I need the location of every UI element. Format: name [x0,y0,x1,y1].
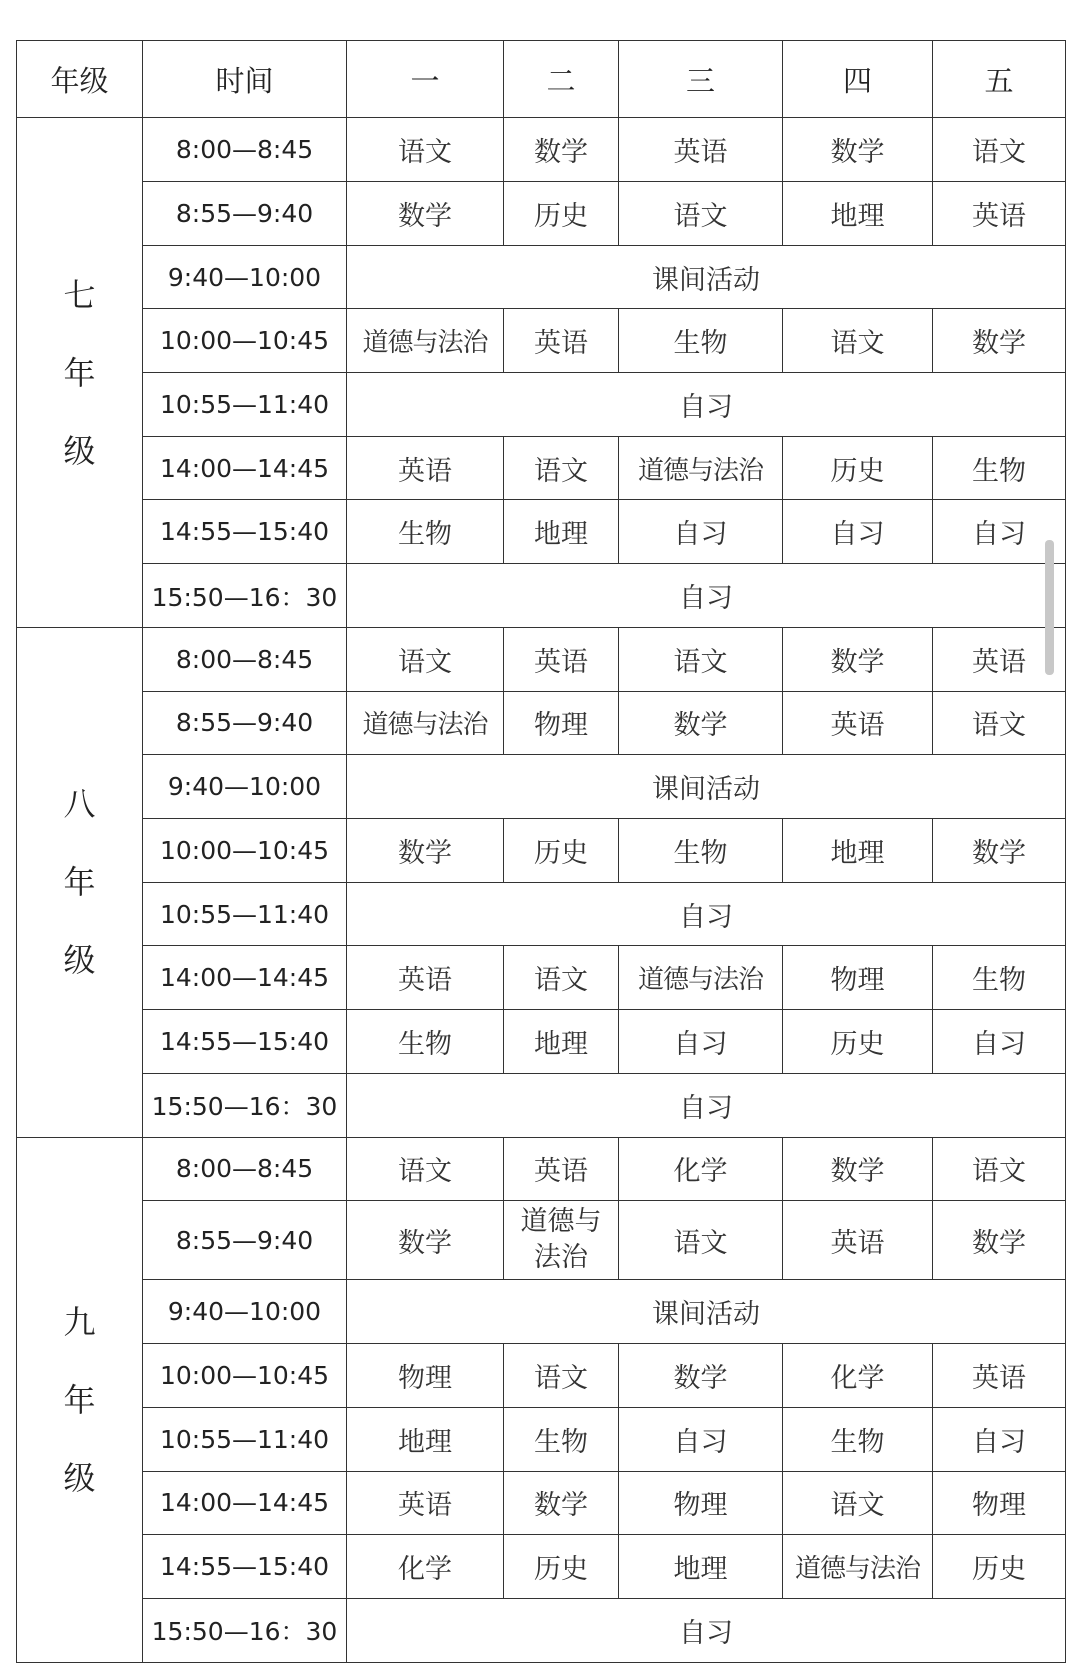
subject-cell: 语文 [504,436,619,500]
subject-cell: 语文 [933,1137,1066,1201]
schedule-row [17,818,1066,882]
subject-cell: 历史 [504,818,619,882]
subject-cell: 化学 [347,1535,504,1599]
time-slot: 15:50—16：30 [143,564,347,628]
time-slot: 9:40—10:00 [143,755,347,819]
time-slot: 8:55—9:40 [143,181,347,245]
header-row [17,41,1066,118]
subject-cell: 物理 [504,691,619,755]
schedule-row [17,1344,1066,1408]
subject-cell: 数学 [504,118,619,182]
activity-span-cell: 自习 [347,882,1066,946]
grade-label-chars [63,256,95,490]
subject-cell: 英语 [347,436,504,500]
subject-cell: 生物 [619,818,783,882]
subject-cell: 数学 [347,1201,504,1280]
header-time: 时间 [143,41,347,118]
time-slot: 10:55—11:40 [143,882,347,946]
grade-label [17,627,143,1137]
subject-cell: 生物 [619,309,783,373]
grade-label-chars [63,765,95,999]
subject-cell: 道德与法治 [347,691,504,755]
subject-cell: 生物 [933,946,1066,1010]
subject-cell: 道德与法治 [619,436,783,500]
subject-cell: 物理 [783,946,933,1010]
subject-cell: 自习 [619,500,783,564]
header-day-3: 三 [619,41,783,118]
time-slot: 14:55—15:40 [143,1010,347,1074]
subject-cell: 语文 [619,627,783,691]
schedule-body [17,41,1066,1663]
schedule-row [17,436,1066,500]
time-slot: 14:55—15:40 [143,500,347,564]
subject-cell: 物理 [619,1471,783,1535]
subject-cell: 自习 [933,1407,1066,1471]
scrollbar-thumb[interactable] [1045,540,1054,675]
header-day-4: 四 [783,41,933,118]
subject-cell: 历史 [504,1535,619,1599]
grade-label [17,1137,143,1663]
schedule-row [17,500,1066,564]
activity-span-cell: 课间活动 [347,245,1066,309]
subject-cell: 生物 [347,1010,504,1074]
activity-span-cell: 自习 [347,373,1066,437]
subject-cell: 英语 [933,181,1066,245]
subject-cell: 数学 [619,1344,783,1408]
subject-cell: 数学 [783,118,933,182]
subject-cell: 生物 [504,1407,619,1471]
subject-cell: 自习 [783,500,933,564]
subject-cell: 英语 [783,1201,933,1280]
subject-cell: 化学 [619,1137,783,1201]
grade-label [17,118,143,628]
schedule-row [17,1010,1066,1074]
time-slot: 14:55—15:40 [143,1535,347,1599]
schedule-row [17,1201,1066,1280]
activity-span-cell: 自习 [347,1598,1066,1662]
activity-span-cell: 课间活动 [347,1280,1066,1344]
subject-cell: 化学 [783,1344,933,1408]
subject-cell: 语文 [619,181,783,245]
schedule-row [17,1598,1066,1662]
subject-cell: 历史 [933,1535,1066,1599]
schedule-row [17,755,1066,819]
subject-cell: 英语 [933,1344,1066,1408]
grade-label-char: 年 [63,863,96,902]
subject-cell: 语文 [504,946,619,1010]
subject-cell: 英语 [504,309,619,373]
grade-label-char: 级 [63,941,96,980]
subject-cell: 语文 [933,118,1066,182]
grade-label-char: 七 [63,275,96,314]
grade-label-char: 年 [63,1380,96,1419]
subject-cell: 数学 [504,1471,619,1535]
time-slot: 10:00—10:45 [143,309,347,373]
subject-cell: 英语 [619,118,783,182]
subject-cell: 数学 [783,627,933,691]
schedule-row [17,1073,1066,1137]
schedule-row [17,564,1066,628]
time-slot: 15:50—16：30 [143,1598,347,1662]
subject-cell: 语文 [933,691,1066,755]
subject-cell: 数学 [783,1137,933,1201]
subject-cell: 地理 [347,1407,504,1471]
subject-cell: 自习 [933,1010,1066,1074]
schedule-row [17,373,1066,437]
subject-cell: 地理 [783,818,933,882]
subject-cell: 数学 [347,818,504,882]
subject-cell: 语文 [619,1201,783,1280]
subject-cell: 自习 [619,1407,783,1471]
subject-cell: 地理 [619,1535,783,1599]
subject-cell: 物理 [933,1471,1066,1535]
subject-cell: 历史 [783,436,933,500]
subject-cell: 英语 [933,627,1066,691]
subject-cell: 语文 [347,627,504,691]
subject-cell: 生物 [933,436,1066,500]
subject-cell: 道德与法治 [619,946,783,1010]
schedule-row [17,691,1066,755]
schedule-table [16,40,1066,1663]
subject-cell: 道德与法治 [783,1535,933,1599]
subject-cell: 语文 [783,309,933,373]
subject-cell: 物理 [347,1344,504,1408]
grade-label-char: 级 [63,431,96,470]
grade-label-char: 级 [63,1458,96,1497]
subject-cell: 语文 [783,1471,933,1535]
subject-cell: 地理 [504,500,619,564]
subject-cell: 语文 [347,118,504,182]
subject-cell: 道德与法治 [504,1201,619,1280]
subject-cell: 英语 [504,1137,619,1201]
subject-cell: 道德与法治 [347,309,504,373]
activity-span-cell: 自习 [347,564,1066,628]
grade-label-char: 九 [63,1302,96,1341]
schedule-row [17,181,1066,245]
subject-cell: 语文 [347,1137,504,1201]
subject-cell: 数学 [933,1201,1066,1280]
subject-cell: 英语 [347,946,504,1010]
subject-cell: 英语 [347,1471,504,1535]
subject-cell: 数学 [347,181,504,245]
header-grade: 年级 [17,41,143,118]
schedule-row [17,309,1066,373]
subject-cell: 历史 [504,181,619,245]
subject-cell: 地理 [783,181,933,245]
schedule-row [17,882,1066,946]
time-slot: 10:00—10:45 [143,818,347,882]
time-slot: 8:55—9:40 [143,691,347,755]
time-slot: 14:00—14:45 [143,946,347,1010]
subject-cell: 自习 [933,500,1066,564]
schedule-row [17,245,1066,309]
time-slot: 15:50—16：30 [143,1073,347,1137]
time-slot: 14:00—14:45 [143,436,347,500]
schedule-row [17,1407,1066,1471]
subject-cell: 生物 [347,500,504,564]
schedule-row [17,1535,1066,1599]
subject-cell: 语文 [504,1344,619,1408]
schedule-row [17,627,1066,691]
header-day-2: 二 [504,41,619,118]
subject-cell: 生物 [783,1407,933,1471]
subject-cell: 数学 [933,309,1066,373]
activity-span-cell: 自习 [347,1073,1066,1137]
time-slot: 9:40—10:00 [143,1280,347,1344]
time-slot: 8:00—8:45 [143,118,347,182]
schedule-row [17,1280,1066,1344]
time-slot: 10:55—11:40 [143,373,347,437]
time-slot: 8:00—8:45 [143,1137,347,1201]
time-slot: 10:00—10:45 [143,1344,347,1408]
subject-cell: 自习 [619,1010,783,1074]
grade-label-char: 年 [63,353,96,392]
grade-label-chars [63,1283,95,1517]
subject-cell: 英语 [783,691,933,755]
schedule-row [17,1137,1066,1201]
time-slot: 14:00—14:45 [143,1471,347,1535]
header-day-5: 五 [933,41,1066,118]
time-slot: 8:55—9:40 [143,1201,347,1280]
subject-cell: 英语 [504,627,619,691]
schedule-row [17,118,1066,182]
time-slot: 9:40—10:00 [143,245,347,309]
schedule-row [17,1471,1066,1535]
subject-cell: 数学 [933,818,1066,882]
subject-cell: 地理 [504,1010,619,1074]
header-day-1: 一 [347,41,504,118]
grade-label-char: 八 [63,785,96,824]
subject-cell: 历史 [783,1010,933,1074]
time-slot: 8:00—8:45 [143,627,347,691]
subject-cell: 数学 [619,691,783,755]
time-slot: 10:55—11:40 [143,1407,347,1471]
schedule-row [17,946,1066,1010]
activity-span-cell: 课间活动 [347,755,1066,819]
